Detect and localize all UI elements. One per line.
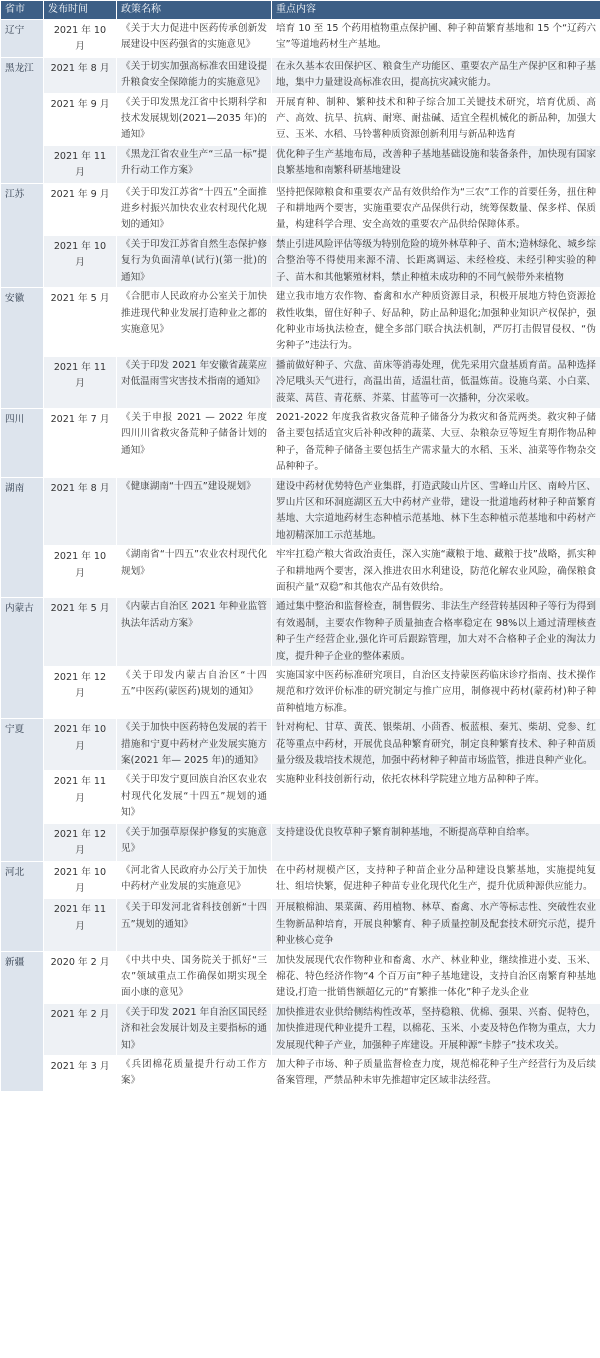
policy-name-cell: 《湖南省“十四五”农业农村现代化规划》	[117, 546, 272, 598]
date-cell: 2021 年 8 月	[44, 57, 117, 93]
date-cell: 2021 年 11 月	[44, 771, 117, 823]
table-row	[1, 719, 600, 771]
date-cell: 2021 年 3 月	[44, 1055, 117, 1091]
policy-name-cell: 《关于印发河北省科技创新“十四五”规划的通知》	[117, 899, 272, 951]
table-body	[1, 20, 600, 1092]
table-row	[1, 951, 600, 1003]
date-cell: 2021 年 2 月	[44, 1003, 117, 1055]
policy-name-cell: 《关于印发黑龙江省中长期科学和技术发展规划(2021—2035 年)的通知》	[117, 93, 272, 145]
key-content-cell: 2021-2022 年度我省救灾备荒种子储备分为救灾和备荒两类。救灾种子储备主要包括适宜灾后补种改种的蔬菜、大豆、杂粮杂豆等短生育期作物品种种子，备荒种子储备主要包括生产需求量大的水稻、玉米、油菜等作物杂交品种种子。	[272, 408, 600, 477]
key-content-cell: 通过集中整治和监督检查，制售假劣、非法生产经营转基因种子等行为得到有效遏制，主要农作物种子质量抽查合格率稳定在 98%以上通过清理核查种子生产经营企业,强化许可后跟踪管理，加大对不合格种子企业的淘汰力度，提升种子企业的整体素质。	[272, 598, 600, 667]
policy-name-cell: 《中共中央、国务院关于抓好“三农”领域重点工作确保如期实现全面小康的意见》	[117, 951, 272, 1003]
table-row	[1, 356, 600, 408]
policy-name-cell: 《关于加快中医药特色发展的若干措施和宁夏中药材产业发展实施方案(2021 年— 2025 年)的通知》	[117, 719, 272, 771]
table-row	[1, 1055, 600, 1091]
header-content: 重点内容	[272, 1, 600, 20]
policy-name-cell: 《关于印发 2021 年自治区国民经济和社会发展计划及主要指标的通知》	[117, 1003, 272, 1055]
policy-name-cell: 《关于申报 2021 — 2022 年度四川川省救灾备荒种子储备计划的通知》	[117, 408, 272, 477]
policy-name-cell: 《关于印发内蒙古自治区“十四五”中医药(蒙医药)规划的通知》	[117, 667, 272, 719]
header-province: 省市	[1, 1, 44, 20]
table-row	[1, 899, 600, 951]
date-cell: 2021 年 8 月	[44, 477, 117, 546]
key-content-cell: 针对枸杞、甘草、黄芪、银柴胡、小茴香、板蓝根、秦艽、柴胡、党参、红花等重点中药材，开展优良品种繁育研究，制定良种繁育技术、种子种苗质量分级及栽培技术规范，加强中药材种子种苗市场监管，推进良种产业化。	[272, 719, 600, 771]
date-cell: 2021 年 10 月	[44, 235, 117, 287]
policy-name-cell: 《关于大力促进中医药传承创新发展建设中医药强省的实施意见》	[117, 20, 272, 58]
table-row	[1, 145, 600, 183]
province-cell: 安徽	[1, 288, 44, 409]
table-row	[1, 1003, 600, 1055]
key-content-cell: 优化种子生产基地布局，改善种子基地基础设施和装备条件，加快现有国家良繁基地和南繁科研基地建设	[272, 145, 600, 183]
policy-name-cell: 《合肥市人民政府办公室关于加快推进现代种业发展打造种业之都的实施意见》	[117, 288, 272, 357]
table-row	[1, 183, 600, 235]
header-policy: 政策名称	[117, 1, 272, 20]
date-cell: 2021 年 11 月	[44, 145, 117, 183]
table-row	[1, 235, 600, 287]
key-content-cell: 建立我市地方农作物、畜禽和水产种质资源目录，积极开展地方特色资源抢救性收集，留住好种子、好品种，防止品种退化;加强种业知识产权保护，强化种业市场执法检查，健全多部门联合执法机制，严厉打击假冒侵权、“伪劣种子”违法行为。	[272, 288, 600, 357]
date-cell: 2021 年 10 月	[44, 861, 117, 899]
policy-name-cell: 《关于印发江苏省自然生态保护修复行为负面清单(试行)(第一批)的通知》	[117, 235, 272, 287]
province-cell: 四川	[1, 408, 44, 477]
key-content-cell: 坚持把保障粮食和重要农产品有效供给作为“三农”工作的首要任务，扭住种子和耕地两个要害，实施重要农产品保供行动，统筹保数量、保多样、保质量，构建科学合理、安全高效的重要农产品供给保障体系。	[272, 183, 600, 235]
province-cell: 辽宁	[1, 20, 44, 58]
table-row	[1, 546, 600, 598]
date-cell: 2021 年 10 月	[44, 20, 117, 58]
table-row	[1, 288, 600, 357]
key-content-cell: 加快发展现代农作物种业和畜禽、水产、林业种业，继续推进小麦、玉米、棉花、特色经济作物“4 个百万亩”种子基地建设，支持自治区南繁育种基地建设,打造一批销售额超亿元的“育繁推一体化”种子龙头企业	[272, 951, 600, 1003]
key-content-cell: 支持建设优良牧草种子繁育制种基地，不断提高草种自给率。	[272, 823, 600, 861]
province-cell: 河北	[1, 861, 44, 951]
table-row	[1, 93, 600, 145]
province-cell: 宁夏	[1, 719, 44, 861]
province-cell: 新疆	[1, 951, 44, 1091]
date-cell: 2020 年 2 月	[44, 951, 117, 1003]
key-content-cell: 建设中药材优势特色产业集群，打造武陵山片区、雪峰山片区、南岭片区、罗山片区和环洞庭湖区五大中药材产业带，建设一批道地药材种子种苗繁育基地、大宗道地药材生态种植示范基地、林下生态种植示范基地和中药材产地初精深加工示范基地。	[272, 477, 600, 546]
province-cell: 黑龙江	[1, 57, 44, 183]
date-cell: 2021 年 7 月	[44, 408, 117, 477]
date-cell: 2021 年 9 月	[44, 93, 117, 145]
table-row	[1, 20, 600, 58]
key-content-cell: 开展育种、制种、繁种技术和种子综合加工关键技术研究，培育优质、高产、高效、抗旱、抗病、耐寒、耐盐碱、适宜全程机械化的新品种，加强大豆、玉米、水稻、马铃薯种质资源创新利用与新品种选育	[272, 93, 600, 145]
table-row	[1, 408, 600, 477]
date-cell: 2021 年 9 月	[44, 183, 117, 235]
policy-name-cell: 《健康湖南“十四五”建设规划》	[117, 477, 272, 546]
policy-name-cell: 《内蒙古自治区 2021 年种业监管执法年活动方案》	[117, 598, 272, 667]
province-cell: 内蒙古	[1, 598, 44, 719]
date-cell: 2021 年 11 月	[44, 899, 117, 951]
policy-name-cell: 《关于印发宁夏回族自治区农业农村现代化发展“十四五”规划的通知》	[117, 771, 272, 823]
policy-name-cell: 《关于切实加强高标准农田建设提升粮食安全保障能力的实施意见》	[117, 57, 272, 93]
policy-name-cell: 《兵团棉花质量提升行动工作方案》	[117, 1055, 272, 1091]
header-row	[1, 1, 600, 20]
key-content-cell: 开展粮棉油、果菜菌、药用植物、林草、畜禽、水产等标志性、突破性农业生物新品种培育，开展良种繁育、种子质量控制及配套技术研究示范，提升种业核心竞争	[272, 899, 600, 951]
date-cell: 2021 年 5 月	[44, 288, 117, 357]
key-content-cell: 加大种子市场、种子质量监督检查力度，规范棉花种子生产经营行为及后续备案管理，严禁品种未审先推超审定区域非法经营。	[272, 1055, 600, 1091]
date-cell: 2021 年 5 月	[44, 598, 117, 667]
table-row	[1, 861, 600, 899]
table-row	[1, 477, 600, 546]
date-cell: 2021 年 10 月	[44, 546, 117, 598]
key-content-cell: 实施种业科技创新行动，依托农林科学院建立地方品种种子库。	[272, 771, 600, 823]
province-cell: 江苏	[1, 183, 44, 287]
date-cell: 2021 年 12 月	[44, 823, 117, 861]
policy-name-cell: 《关于印发 2021 年安徽省蔬菜应对低温雨雪灾害技术指南的通知》	[117, 356, 272, 408]
key-content-cell: 牢牢扛稳产粮大省政治责任，深入实施“藏粮于地、藏粮于技”战略，抓实种子和耕地两个要害，深入推进农田水利建设，防范化解农业风险，确保粮食面积产量“双稳”和其他农产品有效供给。	[272, 546, 600, 598]
policy-name-cell: 《关于印发江苏省“十四五”全面推进乡村振兴加快农业农村现代化规划的通知》	[117, 183, 272, 235]
table-row	[1, 667, 600, 719]
key-content-cell: 在永久基本农田保护区、粮食生产功能区、重要农产品生产保护区和种子基地，集中力量建设高标准农田，提高抗灾减灾能力。	[272, 57, 600, 93]
key-content-cell: 加快推进农业供给侧结构性改革，坚持稳粮、优棉、强果、兴畜、促特色，加快推进现代种业提升工程，以棉花、玉米、小麦及特色作物为重点，大力发展现代种子产业，加强种子库建设。开展种源“卡脖子”技术攻关。	[272, 1003, 600, 1055]
key-content-cell: 播前做好种子、穴盘、苗床等消毒处理，优先采用穴盘基质育苗。品种选择冷尼哦头天气进行，高温出苗，适温壮苗，低温炼苗。设施乌菜、小白菜、菠菜、莴苣、青花蔡、芥菜、甘蓝等可一次播种，分次采收。	[272, 356, 600, 408]
policy-name-cell: 《河北省人民政府办公厅关于加快中药材产业发展的实施意见》	[117, 861, 272, 899]
table-row	[1, 771, 600, 823]
key-content-cell: 实施国家中医药标准研究项目，自治区支持蒙医药临床诊疗指南、技术操作规范和疗效评价标准的研究制定与推广应用，制修视中药材(蒙药材)种子种苗种植地方标准。	[272, 667, 600, 719]
date-cell: 2021 年 11 月	[44, 356, 117, 408]
policy-name-cell: 《关于加强草原保护修复的实施意见》	[117, 823, 272, 861]
key-content-cell: 禁止引进风险评估等级为特别危险的境外林草种子、苗木;造林绿化、城乡综合整治等不得使用来源不清、长距离调运、未经检疫、未经引种实验的种子、苗木和其他繁殖材料，禁止种植未成功种的不同气候带外来植物	[272, 235, 600, 287]
table-row	[1, 57, 600, 93]
key-content-cell: 培育 10 至 15 个药用植物重点保护圃、种子种苗繁育基地和 15 个“辽药六宝”等道地药材生产基地。	[272, 20, 600, 58]
table-header	[1, 1, 600, 20]
policy-name-cell: 《黑龙江省农业生产“三品一标”提升行动工作方案》	[117, 145, 272, 183]
date-cell: 2021 年 12 月	[44, 667, 117, 719]
table-row	[1, 823, 600, 861]
header-date: 发布时间	[44, 1, 117, 20]
province-cell: 湖南	[1, 477, 44, 598]
table-row	[1, 598, 600, 667]
key-content-cell: 在中药材规模产区，支持种子种苗企业分品种建设良繁基地，实施提纯复壮、组培快繁，促进种子种苗专业化现代化生产，提升优质种源供应能力。	[272, 861, 600, 899]
date-cell: 2021 年 10 月	[44, 719, 117, 771]
